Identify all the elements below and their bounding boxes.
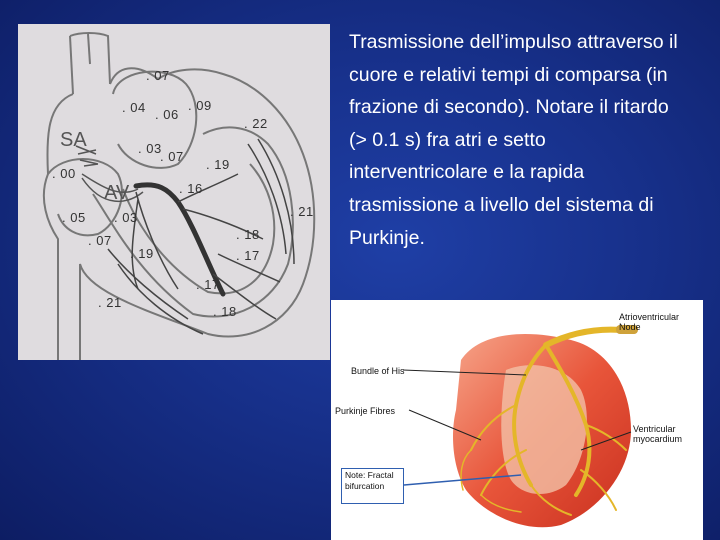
time-label: . 19 — [206, 157, 230, 172]
av-node-callout: Atrioventricular Node — [619, 312, 680, 332]
time-label: . 00 — [52, 166, 76, 181]
av-node-label: AV — [104, 182, 130, 204]
heart-outline-drawing — [18, 24, 330, 360]
conduction-system-drawing — [331, 300, 703, 540]
time-label: . 19 — [130, 246, 154, 261]
time-label: . 07 — [88, 233, 112, 248]
purkinje-callout: Purkinje Fibres — [335, 406, 396, 416]
heart-timing-diagram — [18, 24, 330, 360]
time-label: . 04 — [122, 100, 146, 115]
time-label: . 03 — [114, 210, 138, 225]
time-label: . 07 — [146, 68, 170, 83]
time-label: . 06 — [155, 107, 179, 122]
bundle-his-callout: Bundle of His — [351, 366, 405, 376]
time-label: . 03 — [138, 141, 162, 156]
time-label: . 18 — [236, 227, 260, 242]
time-label: . 18 — [213, 304, 237, 319]
time-label: . 21 — [290, 204, 314, 219]
time-label: . 22 — [244, 116, 268, 131]
purkinje-illustration — [331, 300, 703, 540]
time-label: . 07 — [160, 149, 184, 164]
time-label: . 09 — [188, 98, 212, 113]
time-label: . 21 — [98, 295, 122, 310]
sa-node-label: SA — [60, 129, 87, 151]
note-box: Note: Fractal bifurcation — [341, 468, 404, 504]
caption-text: Trasmissione dell’impulso attraverso il cuore e relativi tempi di comparsa (in frazione di secondo). Notare il ritardo (> 0.1 s) fra atri e setto interventricolare e la rapida trasmissione a livello del sistema di Purkinje. — [349, 31, 678, 249]
time-label: . 16 — [179, 181, 203, 196]
ventricular-callout: Ventricular myocardium — [633, 424, 683, 444]
time-label: . 05 — [62, 210, 86, 225]
time-label: . 17 — [196, 277, 220, 292]
time-label: . 17 — [236, 248, 260, 263]
